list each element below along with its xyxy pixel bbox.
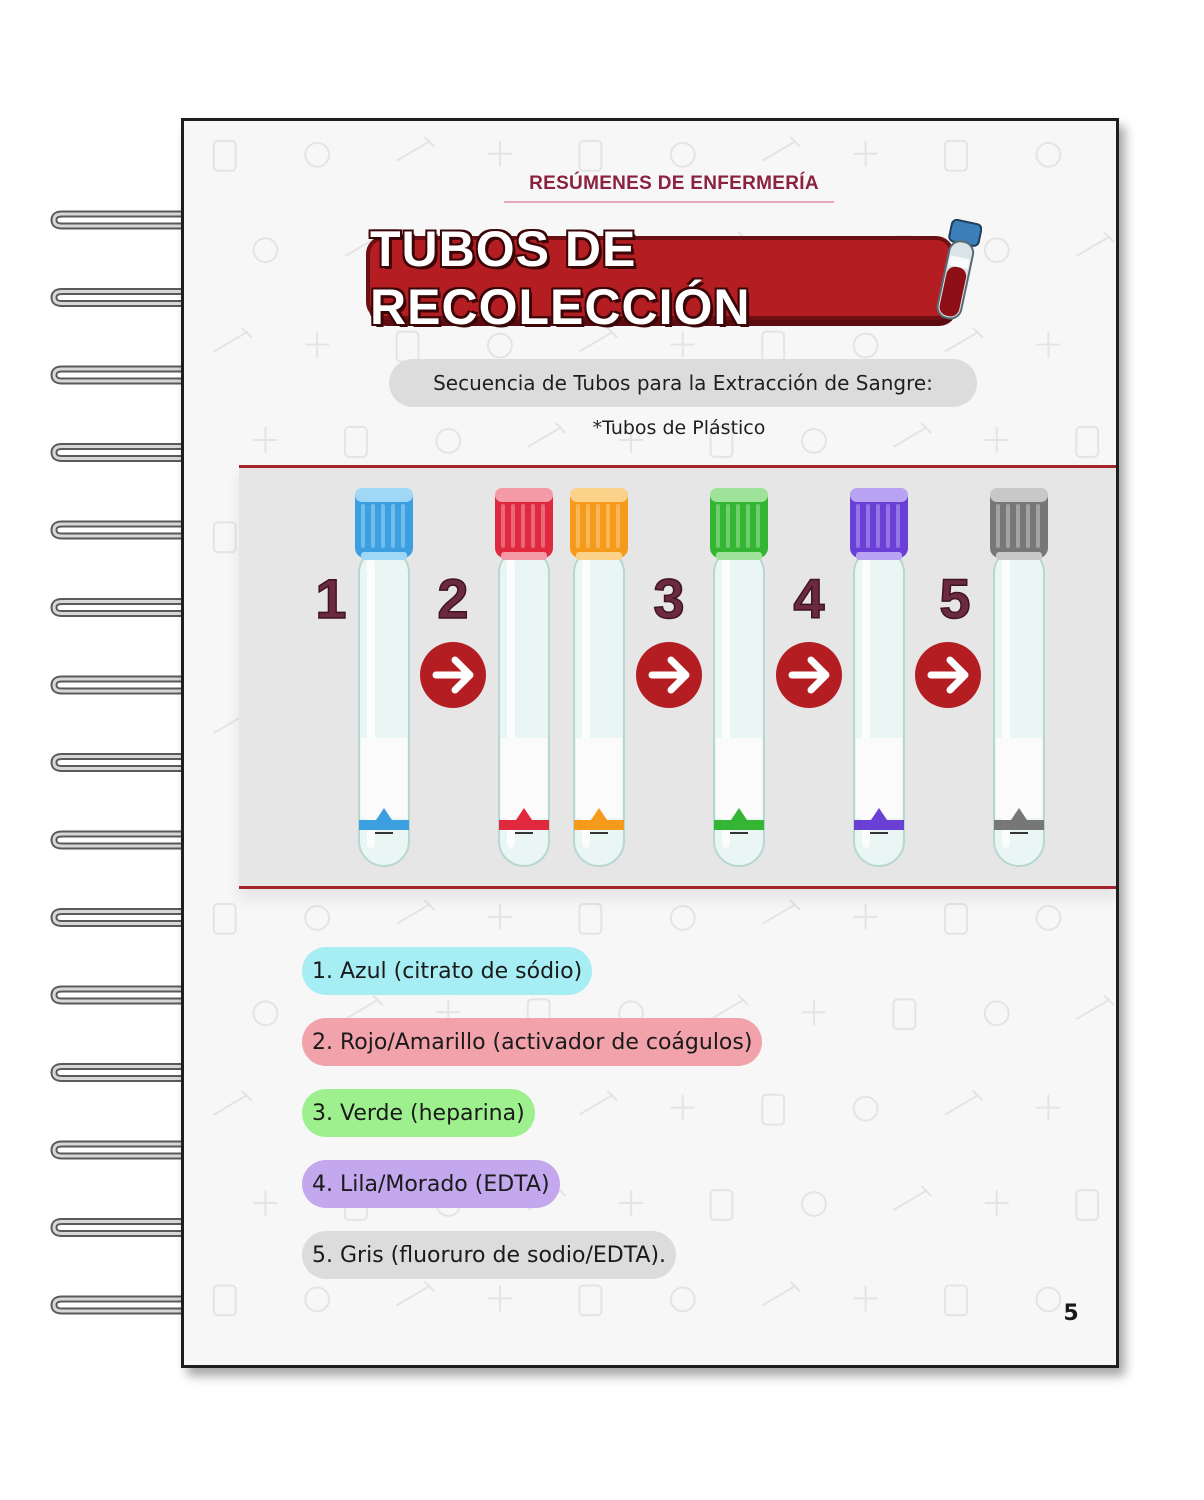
page-title: TUBOS DE RECOLECCIÓN (370, 221, 751, 335)
subtitle-pill: Secuencia de Tubos para la Extracción de Sangre: (389, 359, 977, 407)
page-number: 5 (1063, 1301, 1079, 1326)
legend-item-gris: 5. Gris (fluoruro de sodio/EDTA). (302, 1231, 676, 1279)
tube-cap-rojo (495, 488, 553, 560)
tube-rojo (495, 488, 553, 866)
tube-gris (990, 488, 1048, 866)
arrow-right-icon (420, 642, 486, 708)
tube-azul (355, 488, 413, 866)
tube-sequence-panel (239, 465, 1119, 889)
notebook-page (181, 118, 1119, 1368)
arrow-right-icon (915, 642, 981, 708)
tube-cap-gris (990, 488, 1048, 560)
arrow-right-icon (636, 642, 702, 708)
legend-item-verde: 3. Verde (heparina) (302, 1089, 535, 1137)
arrow-right-icon (776, 642, 842, 708)
sequence-number: 4 (793, 567, 825, 630)
sequence-number: 5 (939, 567, 971, 630)
tube-cap-azul (355, 488, 413, 560)
legend-item-morado: 4. Lila/Morado (EDTA) (302, 1160, 560, 1208)
kicker-underline (504, 201, 834, 203)
tube-cap-verde (710, 488, 768, 560)
series-kicker: RESÚMENES DE ENFERMERÍA (529, 173, 819, 194)
legend-item-azul: 1. Azul (citrato de sódio) (302, 947, 592, 995)
sequence-number: 3 (653, 567, 685, 630)
tube-morado (850, 488, 908, 866)
tube-verde (710, 488, 768, 866)
tube-sequence-illustration (239, 468, 1119, 886)
plastic-tubes-note: *Tubos de Plástico (592, 417, 766, 439)
legend-item-rojo-amarillo: 2. Rojo/Amarillo (activador de coágulos) (302, 1018, 762, 1066)
sequence-number: 1 (315, 567, 347, 630)
title-banner (366, 221, 954, 335)
tube-amarillo (570, 488, 628, 866)
tube-cap-morado (850, 488, 908, 560)
sequence-number: 2 (437, 567, 469, 630)
tube-cap-amarillo (570, 488, 628, 560)
blood-tube-icon (932, 217, 982, 327)
